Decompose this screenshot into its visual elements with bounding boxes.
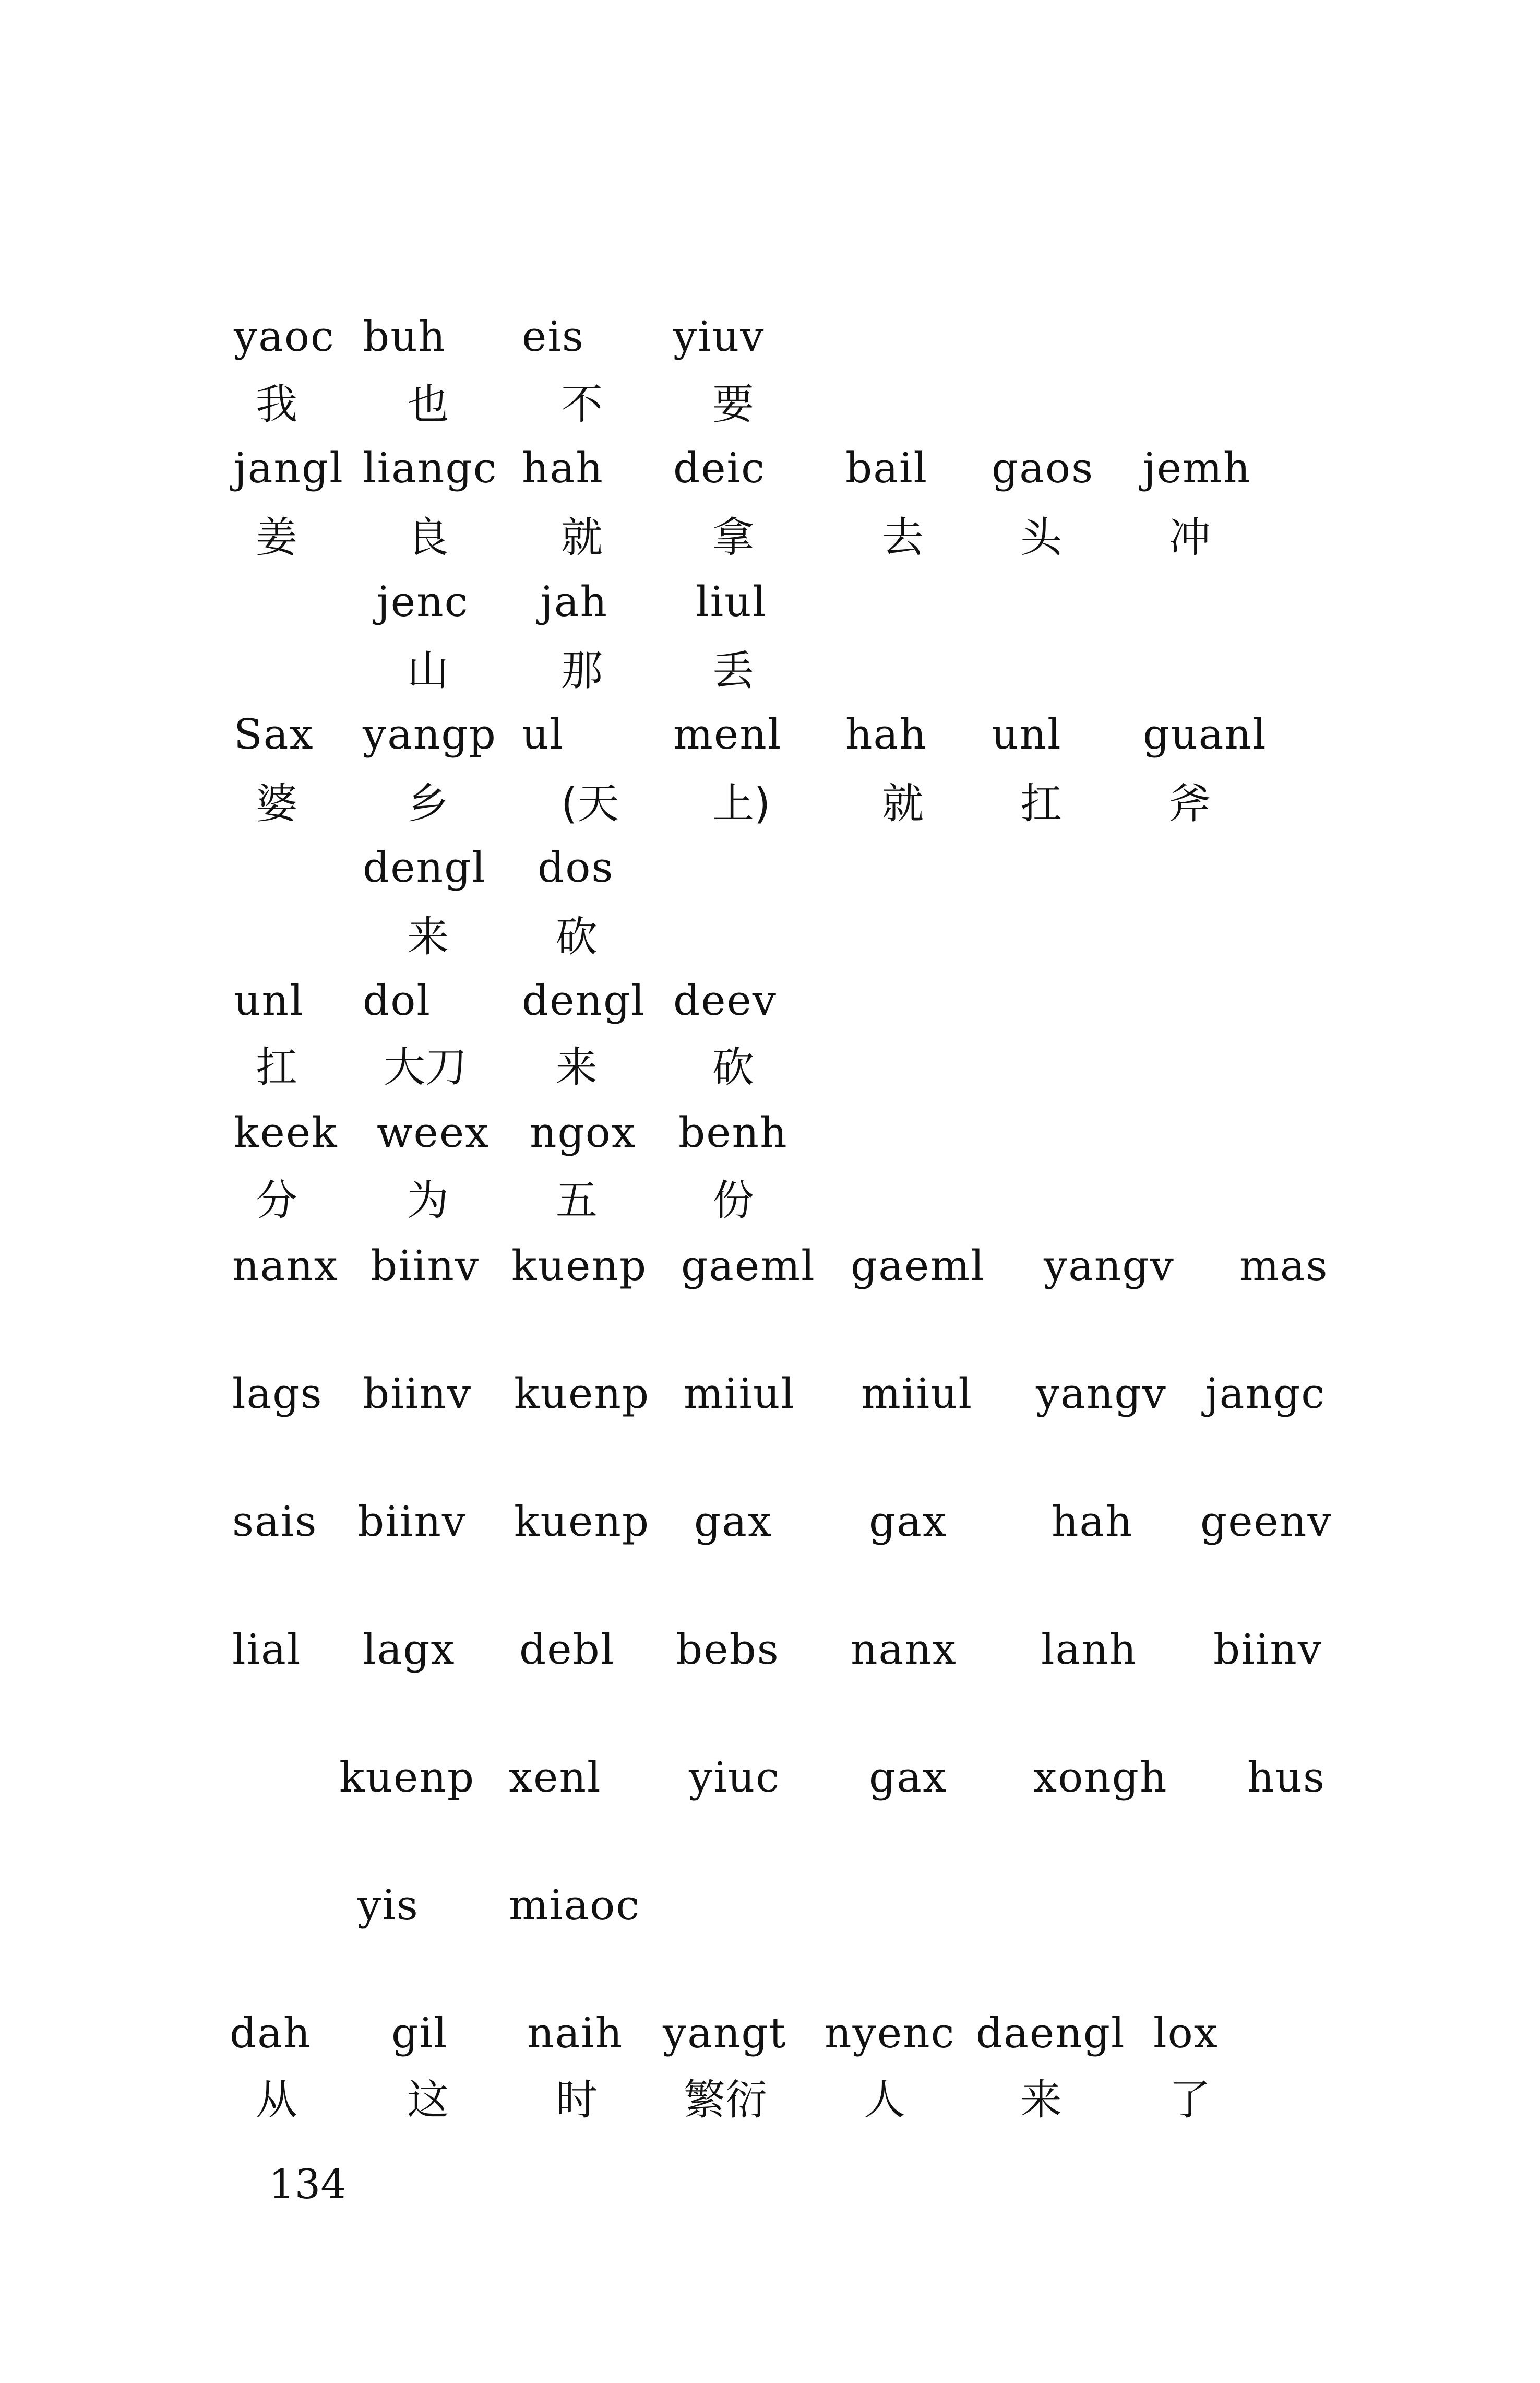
- romanized-word: miiul: [684, 1369, 796, 1418]
- romanized-line: [0, 972, 1540, 1029]
- romanized-word: guanl: [1143, 710, 1267, 758]
- chinese-gloss-word: 上): [712, 779, 771, 828]
- romanized-word: ul: [522, 710, 565, 758]
- romanized-word: mas: [1239, 1241, 1329, 1290]
- chinese-gloss-word: 扛: [1020, 779, 1062, 828]
- chinese-gloss-word: 斧: [1169, 779, 1211, 828]
- romanized-word: dengl: [522, 976, 646, 1025]
- chinese-gloss-word: 从: [256, 2076, 297, 2124]
- romanized-line: [0, 2005, 1540, 2062]
- romanized-word: gaos: [992, 444, 1094, 492]
- romanized-word: jah: [540, 577, 608, 626]
- romanized-word: daengl: [976, 2009, 1126, 2057]
- romanized-word: Sax: [234, 710, 314, 758]
- romanized-word: miaoc: [509, 1881, 641, 1929]
- romanized-word: kuenp: [514, 1497, 650, 1546]
- chinese-gloss-word: 那: [561, 646, 603, 695]
- romanized-word: naih: [527, 2009, 624, 2057]
- romanized-word: deic: [673, 444, 766, 492]
- chinese-gloss-line: [0, 1172, 1540, 1229]
- romanized-line: [0, 1877, 1540, 1934]
- romanized-word: gax: [869, 1497, 948, 1546]
- chinese-gloss-word: 来: [556, 1043, 598, 1092]
- chinese-gloss-word: 就: [561, 513, 603, 562]
- chinese-gloss-word: 这: [407, 2076, 449, 2124]
- chinese-gloss-word: 份: [712, 1176, 754, 1225]
- romanized-line: [0, 1493, 1540, 1550]
- romanized-word: weex: [377, 1108, 490, 1157]
- chinese-gloss-word: 时: [556, 2076, 598, 2124]
- romanized-word: jangc: [1205, 1369, 1326, 1418]
- page-number: 134: [269, 2161, 347, 2208]
- romanized-word: yangt: [663, 2009, 787, 2057]
- chinese-gloss-word: 头: [1020, 513, 1062, 562]
- romanized-word: sais: [232, 1497, 318, 1546]
- chinese-gloss-line: [0, 642, 1540, 700]
- romanized-word: miiul: [861, 1369, 973, 1418]
- romanized-word: biinv: [1213, 1625, 1323, 1674]
- romanized-word: dengl: [363, 843, 486, 892]
- romanized-word: biinv: [363, 1369, 472, 1418]
- chinese-gloss-word: 要: [712, 380, 754, 429]
- romanized-word: yis: [357, 1881, 419, 1929]
- romanized-word: yaoc: [234, 312, 335, 361]
- romanized-word: keek: [234, 1108, 338, 1157]
- romanized-word: buh: [363, 312, 447, 361]
- romanized-line: [0, 1104, 1540, 1161]
- chinese-gloss-word: 砍: [556, 912, 598, 961]
- romanized-word: bail: [845, 444, 928, 492]
- romanized-line: [0, 1749, 1540, 1806]
- chinese-gloss-word: 繁衍: [684, 2076, 767, 2124]
- romanized-word: nyenc: [825, 2009, 956, 2057]
- romanized-word: gax: [869, 1753, 948, 1801]
- romanized-word: liul: [696, 577, 767, 626]
- romanized-line: [0, 573, 1540, 631]
- romanized-line: [0, 440, 1540, 497]
- romanized-word: lags: [232, 1369, 323, 1418]
- romanized-word: gil: [391, 2009, 448, 2057]
- romanized-word: hus: [1247, 1753, 1326, 1801]
- romanized-word: benh: [678, 1108, 788, 1157]
- romanized-word: kuenp: [514, 1369, 650, 1418]
- romanized-word: yangv: [1036, 1369, 1167, 1418]
- chinese-gloss-line: [0, 376, 1540, 433]
- romanized-word: jemh: [1143, 444, 1251, 492]
- chinese-gloss-line: [0, 908, 1540, 966]
- romanized-word: lial: [232, 1625, 302, 1674]
- romanized-line: [0, 706, 1540, 763]
- chinese-gloss-word: 不: [561, 380, 603, 429]
- romanized-word: hah: [845, 710, 927, 758]
- romanized-word: biinv: [371, 1241, 480, 1290]
- romanized-word: deev: [673, 976, 778, 1025]
- romanized-word: lagx: [363, 1625, 456, 1674]
- romanized-word: yiuc: [689, 1753, 781, 1801]
- romanized-word: biinv: [357, 1497, 467, 1546]
- chinese-gloss-word: 乡: [407, 779, 449, 828]
- chinese-gloss-word: 来: [1020, 2076, 1062, 2124]
- chinese-gloss-line: [0, 2071, 1540, 2129]
- romanized-word: gaeml: [681, 1241, 816, 1290]
- romanized-word: debl: [519, 1625, 615, 1674]
- romanized-word: menl: [673, 710, 782, 758]
- romanized-word: jangl: [234, 444, 344, 492]
- romanized-word: yangv: [1044, 1241, 1175, 1290]
- chinese-gloss-word: 就: [882, 779, 924, 828]
- romanized-word: ngox: [530, 1108, 637, 1157]
- romanized-word: unl: [992, 710, 1062, 758]
- romanized-word: dah: [230, 2009, 312, 2057]
- romanized-line: [0, 839, 1540, 896]
- romanized-word: bebs: [676, 1625, 780, 1674]
- chinese-gloss-word: 拿: [712, 513, 754, 562]
- romanized-word: kuenp: [511, 1241, 648, 1290]
- romanized-word: kuenp: [339, 1753, 475, 1801]
- chinese-gloss-word: 大刀: [384, 1043, 467, 1092]
- romanized-word: eis: [522, 312, 584, 361]
- chinese-gloss-word: 我: [256, 380, 297, 429]
- chinese-gloss-word: 五: [556, 1176, 598, 1225]
- chinese-gloss-word: 来: [407, 912, 449, 961]
- romanized-word: dos: [538, 843, 614, 892]
- romanized-word: dol: [363, 976, 431, 1025]
- chinese-gloss-word: 也: [407, 380, 449, 429]
- romanized-word: nanx: [232, 1241, 339, 1290]
- chinese-gloss-line: [0, 1039, 1540, 1096]
- romanized-word: jenc: [377, 577, 469, 626]
- romanized-line: [0, 1365, 1540, 1422]
- romanized-word: gaeml: [851, 1241, 985, 1290]
- chinese-gloss-word: 分: [256, 1176, 297, 1225]
- romanized-line: [0, 308, 1540, 365]
- chinese-gloss-line: [0, 775, 1540, 833]
- chinese-gloss-word: 丢: [712, 646, 754, 695]
- chinese-gloss-word: 砍: [712, 1043, 754, 1092]
- romanized-word: yangp: [363, 710, 497, 758]
- romanized-word: gax: [694, 1497, 773, 1546]
- chinese-gloss-word: 去: [882, 513, 924, 562]
- romanized-word: lox: [1153, 2009, 1219, 2057]
- romanized-word: unl: [234, 976, 304, 1025]
- chinese-gloss-word: 为: [407, 1176, 449, 1225]
- romanized-word: hah: [522, 444, 604, 492]
- romanized-word: hah: [1052, 1497, 1133, 1546]
- romanized-word: geenv: [1200, 1497, 1332, 1546]
- chinese-gloss-word: (天: [561, 779, 619, 828]
- chinese-gloss-word: 冲: [1169, 513, 1211, 562]
- chinese-gloss-word: 婆: [256, 779, 297, 828]
- romanized-line: [0, 1621, 1540, 1678]
- chinese-gloss-word: 山: [407, 646, 449, 695]
- romanized-word: xongh: [1033, 1753, 1168, 1801]
- chinese-gloss-line: [0, 509, 1540, 566]
- chinese-gloss-word: 人: [864, 2076, 905, 2124]
- chinese-gloss-word: 姜: [256, 513, 297, 562]
- chinese-gloss-word: 了: [1169, 2076, 1211, 2124]
- romanized-word: yiuv: [673, 312, 765, 361]
- romanized-line: [0, 1237, 1540, 1295]
- romanized-word: liangc: [363, 444, 498, 492]
- romanized-word: nanx: [851, 1625, 957, 1674]
- romanized-word: lanh: [1041, 1625, 1138, 1674]
- chinese-gloss-word: 扛: [256, 1043, 297, 1092]
- chinese-gloss-word: 良: [407, 513, 449, 562]
- romanized-word: xenl: [509, 1753, 602, 1801]
